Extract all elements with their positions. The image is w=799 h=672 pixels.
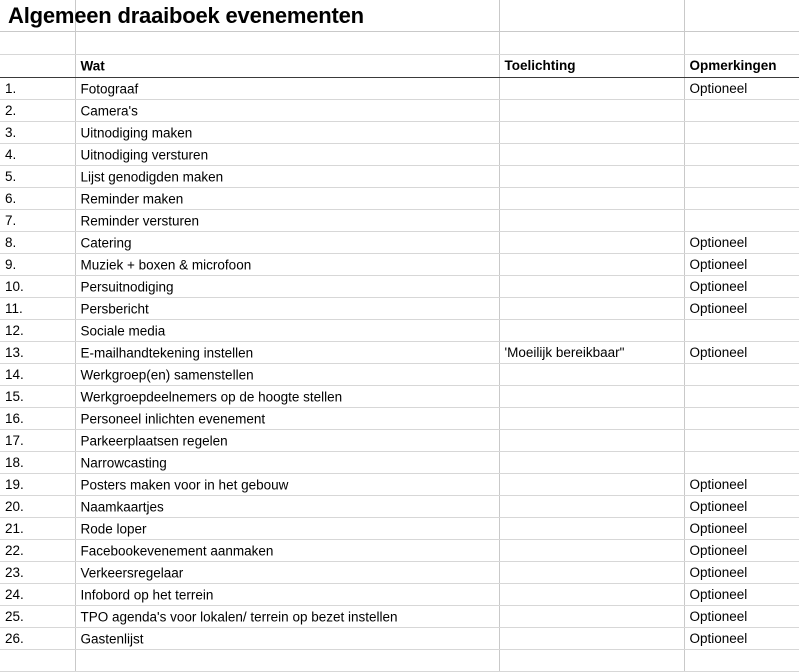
cell-wat[interactable] <box>75 276 499 298</box>
title-cell[interactable] <box>0 0 364 32</box>
cell-wat-text: Werkgroep(en) samenstellen <box>80 366 254 382</box>
cell-nr[interactable]: 22. <box>0 540 75 562</box>
cell-wat[interactable] <box>75 386 499 408</box>
cell-wat-text: Persuitnodiging <box>80 278 174 294</box>
table-row <box>0 496 799 518</box>
spacer-row <box>0 32 799 55</box>
cell-wat-text: Catering <box>80 234 132 250</box>
table-row <box>0 298 799 320</box>
spacer-cell-opmerkingen[interactable] <box>684 32 799 55</box>
cell-opmerkingen[interactable] <box>684 452 799 474</box>
cell-wat-text: Facebookevenement aanmaken <box>80 542 274 558</box>
cell-wat[interactable] <box>75 496 499 518</box>
table-row <box>0 210 799 232</box>
cell-toelichting[interactable] <box>499 232 684 254</box>
cell-wat-text: Uitnodiging maken <box>80 124 193 140</box>
cell-opmerkingen[interactable]: Optioneel <box>684 78 799 100</box>
cell-nr[interactable]: 4. <box>0 144 75 166</box>
cell-nr[interactable]: 9. <box>0 254 75 276</box>
cell-toelichting[interactable] <box>499 100 684 122</box>
spacer-cell-nr[interactable] <box>0 32 75 55</box>
column-header-toelichting[interactable]: Toelichting <box>499 55 684 78</box>
cell-wat[interactable] <box>75 78 499 100</box>
table-row <box>0 254 799 276</box>
cell-wat-text: Lijst genodigden maken <box>80 168 224 184</box>
document-title: Algemeen draaiboek evenementen <box>8 3 364 28</box>
table-row <box>0 628 799 650</box>
table-row <box>0 342 799 364</box>
cell-opmerkingen[interactable] <box>684 122 799 144</box>
cell-nr[interactable]: 12. <box>0 320 75 342</box>
table-row <box>0 364 799 386</box>
cell-nr[interactable]: 8. <box>0 232 75 254</box>
title-row-cell-toelichting[interactable] <box>499 0 684 32</box>
cell-wat[interactable] <box>75 628 499 650</box>
title-row-cell-wat[interactable] <box>75 0 499 32</box>
cell-nr[interactable]: 18. <box>0 452 75 474</box>
title-row-cell-opmerkingen[interactable] <box>684 0 799 32</box>
cell-opmerkingen[interactable] <box>684 650 799 672</box>
cell-toelichting[interactable] <box>499 78 684 100</box>
table-row <box>0 474 799 496</box>
cell-wat-text: Verkeersregelaar <box>80 564 184 580</box>
table-row <box>0 540 799 562</box>
cell-nr[interactable]: 20. <box>0 496 75 518</box>
cell-opmerkingen[interactable]: Optioneel <box>684 342 799 364</box>
cell-wat[interactable] <box>75 540 499 562</box>
cell-toelichting[interactable] <box>499 386 684 408</box>
cell-wat-text: Parkeerplaatsen regelen <box>80 432 228 448</box>
cell-nr[interactable]: 1. <box>0 78 75 100</box>
cell-toelichting[interactable] <box>499 144 684 166</box>
table-row <box>0 386 799 408</box>
table-row <box>0 518 799 540</box>
cell-nr[interactable]: 3. <box>0 122 75 144</box>
cell-wat[interactable] <box>75 408 499 430</box>
cell-wat[interactable] <box>75 584 499 606</box>
cell-wat[interactable] <box>75 650 499 672</box>
column-header-nr[interactable] <box>0 55 75 78</box>
cell-opmerkingen[interactable] <box>684 210 799 232</box>
cell-toelichting[interactable] <box>499 540 684 562</box>
cell-nr[interactable]: 15. <box>0 386 75 408</box>
cell-wat[interactable] <box>75 342 499 364</box>
cell-opmerkingen[interactable]: Optioneel <box>684 540 799 562</box>
cell-nr[interactable]: 17. <box>0 430 75 452</box>
cell-opmerkingen[interactable] <box>684 144 799 166</box>
cell-toelichting[interactable] <box>499 430 684 452</box>
cell-toelichting[interactable] <box>499 276 684 298</box>
cell-toelichting[interactable] <box>499 650 684 672</box>
cell-nr[interactable]: 26. <box>0 628 75 650</box>
cell-opmerkingen[interactable]: Optioneel <box>684 298 799 320</box>
cell-wat-text: Muziek + boxen & microfoon <box>80 256 252 272</box>
cell-toelichting[interactable] <box>499 364 684 386</box>
cell-toelichting[interactable] <box>499 320 684 342</box>
cell-opmerkingen[interactable]: Optioneel <box>684 496 799 518</box>
table-row <box>0 144 799 166</box>
cell-toelichting[interactable] <box>499 254 684 276</box>
cell-toelichting[interactable] <box>499 452 684 474</box>
cell-wat-text: Camera's <box>80 102 138 118</box>
table-row <box>0 650 799 672</box>
cell-nr[interactable]: 10. <box>0 276 75 298</box>
cell-opmerkingen[interactable]: Optioneel <box>684 606 799 628</box>
cell-opmerkingen[interactable]: Optioneel <box>684 584 799 606</box>
cell-wat[interactable] <box>75 364 499 386</box>
cell-toelichting[interactable] <box>499 518 684 540</box>
cell-opmerkingen[interactable]: Optioneel <box>684 276 799 298</box>
table-row <box>0 430 799 452</box>
spacer-cell-toelichting[interactable] <box>499 32 684 55</box>
cell-wat[interactable] <box>75 298 499 320</box>
table-row <box>0 188 799 210</box>
table-row <box>0 320 799 342</box>
cell-wat[interactable] <box>75 210 499 232</box>
cell-nr[interactable]: 19. <box>0 474 75 496</box>
cell-opmerkingen[interactable] <box>684 408 799 430</box>
cell-wat-text: Reminder versturen <box>80 212 200 228</box>
cell-opmerkingen[interactable]: Optioneel <box>684 232 799 254</box>
cell-wat[interactable] <box>75 254 499 276</box>
table-row <box>0 452 799 474</box>
cell-nr[interactable]: 24. <box>0 584 75 606</box>
cell-wat-text: E-mailhandtekening instellen <box>80 344 254 360</box>
cell-toelichting[interactable] <box>499 474 684 496</box>
table-row <box>0 606 799 628</box>
cell-toelichting[interactable] <box>499 188 684 210</box>
cell-wat[interactable] <box>75 452 499 474</box>
cell-opmerkingen[interactable] <box>684 100 799 122</box>
cell-opmerkingen[interactable] <box>684 386 799 408</box>
table-row <box>0 584 799 606</box>
cell-wat-text: Uitnodiging versturen <box>80 146 209 162</box>
cell-nr[interactable]: 13. <box>0 342 75 364</box>
cell-nr[interactable]: 25. <box>0 606 75 628</box>
cell-toelichting[interactable] <box>499 122 684 144</box>
cell-toelichting[interactable] <box>499 496 684 518</box>
cell-wat[interactable] <box>75 606 499 628</box>
cell-opmerkingen[interactable]: Optioneel <box>684 628 799 650</box>
cell-wat[interactable] <box>75 166 499 188</box>
cell-opmerkingen[interactable]: Optioneel <box>684 254 799 276</box>
cell-nr[interactable] <box>0 650 75 672</box>
spacer-cell-wat[interactable] <box>75 32 499 55</box>
table-row <box>0 78 799 100</box>
cell-wat-text: TPO agenda's voor lokalen/ terrein op bezet instellen <box>80 608 398 624</box>
table-row <box>0 562 799 584</box>
cell-toelichting[interactable]: 'Moeilijk bereikbaar" <box>499 342 684 364</box>
cell-toelichting[interactable] <box>499 210 684 232</box>
cell-wat-text: Sociale media <box>80 322 166 338</box>
table-row <box>0 232 799 254</box>
cell-wat-text: Gastenlijst <box>80 630 144 646</box>
cell-opmerkingen[interactable] <box>684 188 799 210</box>
table-row <box>0 122 799 144</box>
cell-opmerkingen[interactable]: Optioneel <box>684 474 799 496</box>
cell-opmerkingen[interactable] <box>684 320 799 342</box>
cell-nr[interactable]: 21. <box>0 518 75 540</box>
cell-opmerkingen[interactable]: Optioneel <box>684 518 799 540</box>
cell-wat-text: Reminder maken <box>80 190 184 206</box>
cell-wat-text: Narrowcasting <box>80 454 167 470</box>
cell-wat[interactable] <box>75 518 499 540</box>
cell-wat[interactable] <box>75 144 499 166</box>
cell-wat-text: Fotograaf <box>80 80 139 96</box>
cell-toelichting[interactable] <box>499 628 684 650</box>
cell-wat[interactable] <box>75 474 499 496</box>
column-header-wat[interactable] <box>75 55 499 78</box>
cell-toelichting[interactable] <box>499 562 684 584</box>
table-row <box>0 166 799 188</box>
cell-wat-text: Werkgroepdeelnemers op de hoogte stellen <box>80 388 343 404</box>
cell-wat-text: Infobord op het terrein <box>80 586 214 602</box>
column-header-wat-label: Wat <box>80 58 105 74</box>
table-row <box>0 408 799 430</box>
cell-nr[interactable]: 6. <box>0 188 75 210</box>
cell-wat[interactable] <box>75 320 499 342</box>
cell-wat-text: Naamkaartjes <box>80 498 164 514</box>
cell-opmerkingen[interactable] <box>684 430 799 452</box>
cell-opmerkingen[interactable]: Optioneel <box>684 562 799 584</box>
table-row <box>0 276 799 298</box>
cell-wat[interactable] <box>75 122 499 144</box>
cell-nr[interactable]: 5. <box>0 166 75 188</box>
title-row <box>0 0 799 32</box>
cell-wat[interactable] <box>75 188 499 210</box>
column-header-opmerkingen[interactable]: Opmerkingen <box>684 55 799 78</box>
cell-wat[interactable] <box>75 100 499 122</box>
cell-nr[interactable]: 23. <box>0 562 75 584</box>
cell-wat[interactable] <box>75 232 499 254</box>
cell-nr[interactable]: 7. <box>0 210 75 232</box>
cell-nr[interactable]: 16. <box>0 408 75 430</box>
cell-wat-text: Rode loper <box>80 520 147 536</box>
cell-toelichting[interactable] <box>499 584 684 606</box>
cell-wat[interactable] <box>75 562 499 584</box>
cell-wat-text: Posters maken voor in het gebouw <box>80 476 289 492</box>
cell-opmerkingen[interactable] <box>684 364 799 386</box>
cell-nr[interactable]: 2. <box>0 100 75 122</box>
cell-toelichting[interactable] <box>499 408 684 430</box>
cell-nr[interactable]: 14. <box>0 364 75 386</box>
cell-wat[interactable] <box>75 430 499 452</box>
table-row <box>0 100 799 122</box>
cell-nr[interactable]: 11. <box>0 298 75 320</box>
cell-toelichting[interactable] <box>499 606 684 628</box>
column-header-row <box>0 55 799 78</box>
cell-toelichting[interactable] <box>499 298 684 320</box>
cell-opmerkingen[interactable] <box>684 166 799 188</box>
cell-wat-text: Persbericht <box>80 300 149 316</box>
cell-toelichting[interactable] <box>499 166 684 188</box>
cell-wat-text: Personeel inlichten evenement <box>80 410 266 426</box>
